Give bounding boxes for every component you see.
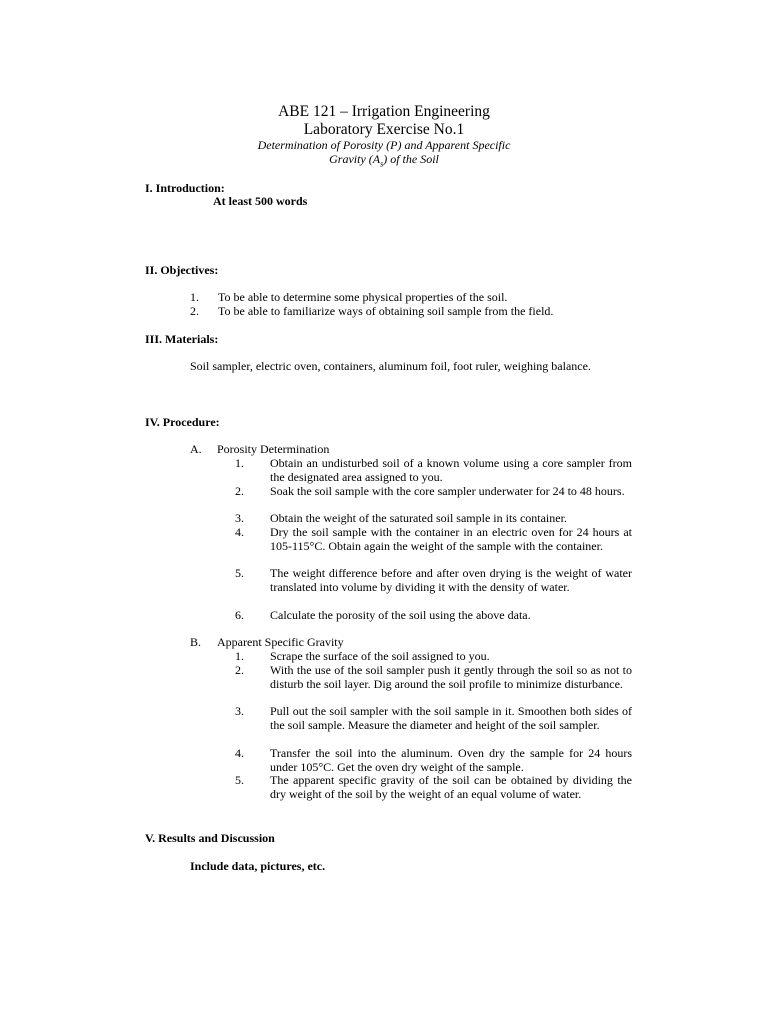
materials-heading: III. Materials: <box>145 332 219 346</box>
document-page: ABE 121 – Irrigation Engineering Laboratory Exercise No.1 Determination of Porosity (P) and Apparent Specific Gravity $(A_s)$ of the Soil I. Introduction: At least 500 words II. Objectives: 1. To be able to determine some physical properties of the soil. 2. To be able to familiarize ways of obtaining soil sample from the field. III. Materials: Soil sampler, electric oven, containers, aluminum foil, foot ruler, weighing balance. IV. Procedure: A. Porosity Determination 1. Obtain an undisturbed soil of a known volume using a core sampler from the designated area assigned to you. 2. Soak the soil sample with the core sampler underwater for 24 to 48 hours. 3. Obtain the weight of the saturated soil sample in its container. 4. Dry the soil sample with the container in an electric oven for 24 hours at 105-115°C. Obtain again the weight of the sample with the container. 5. The weight difference before and after oven drying is the weight of water translated into volume by dividing it with the density of water. 6. Calculate the porosity of the soil using the above data. B. Apparent Specific Gravity 1. Scrape the surface of the soil assigned to you. 2. With the use of the soil sampler push it gently through the soil so as not to disturb the soil layer. Dig around the soil profile to minimize disturbance. 3. Pull out the soil sampler with the soil sample in it. Smoothen both sides of the soil sample. Measure the diameter and height of the soil sampler. 4. Transfer the soil into the aluminum. Oven dry the sample for 24 hours under 105°C. Get the oven dry weight of the sample. 5. The apparent specific gravity of the soil can be obtained by dividing the dry weight of the soil by the weight of an equal volume of water. V. Results and Discussion Include data, pictures, etc. <box>0 0 768 1024</box>
results-heading: V. Results and Discussion <box>145 831 275 845</box>
procedure-heading: IV. Procedure: <box>145 415 220 429</box>
introduction-heading: I. Introduction: <box>145 181 225 195</box>
introduction-note: At least 500 words <box>213 194 308 208</box>
materials-text: Soil sampler, electric oven, containers, aluminum foil, foot ruler, weighing balance. <box>190 359 591 373</box>
exercise-subtitle-line1: Determination of Porosity (P) and Apparent Specific <box>257 138 511 152</box>
objectives-heading: II. Objectives: <box>145 263 219 277</box>
results-note: Include data, pictures, etc. <box>190 859 326 873</box>
course-title: ABE 121 – Irrigation Engineering <box>278 103 490 120</box>
exercise-subtitle-line2: Gravity $(A_s)$ of the Soil <box>329 152 439 169</box>
exercise-title: Laboratory Exercise No.1 <box>303 121 465 138</box>
